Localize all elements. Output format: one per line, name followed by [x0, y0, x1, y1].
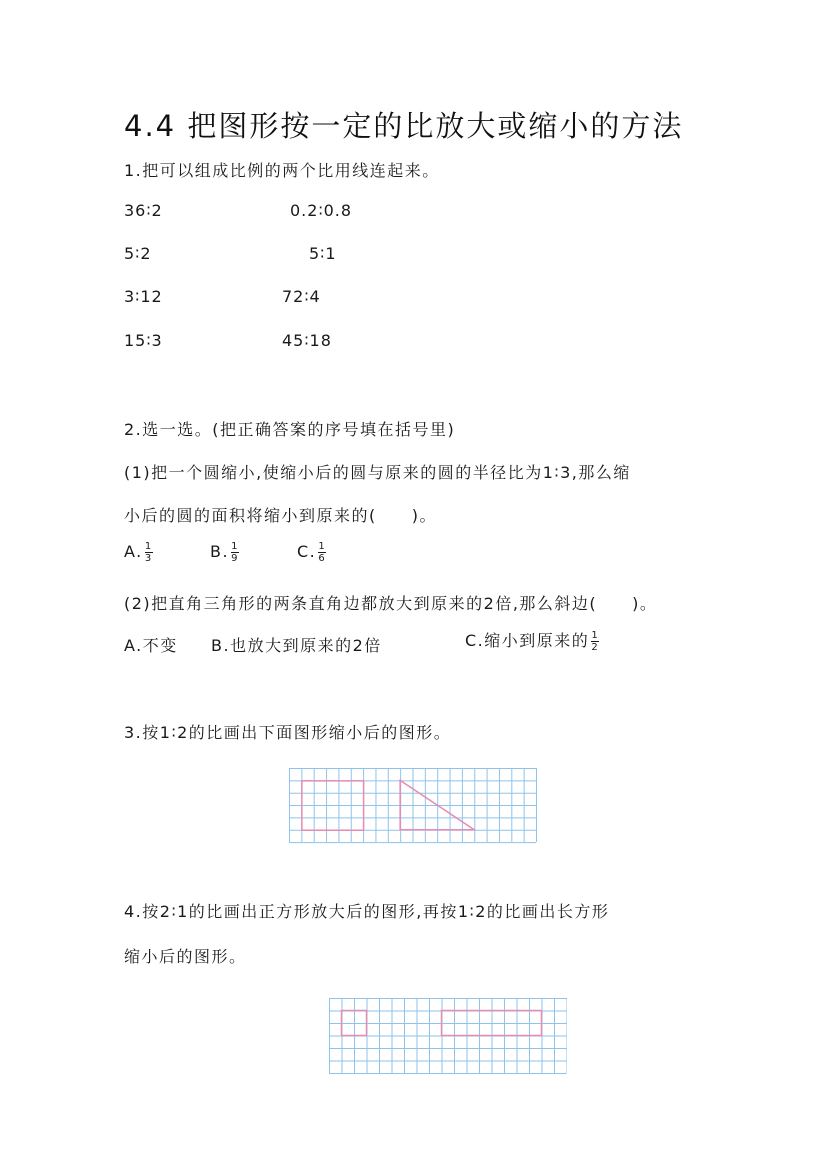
- q1-right-ratio-4[interactable]: 45∶18: [282, 331, 332, 350]
- q1-left-ratio-1[interactable]: 36∶2: [124, 201, 163, 220]
- q1-right-ratio-2[interactable]: 5∶1: [309, 244, 337, 263]
- q2-sub2-line1: (2)把直角三角形的两条直角边都放大到原来的2倍,那么斜边( )。: [124, 594, 658, 613]
- q2-sub2-option-b[interactable]: B.也放大到原来的2倍: [211, 636, 382, 655]
- q2-sub1-line2: 小后的圆的面积将缩小到原来的( )。: [124, 506, 437, 525]
- q1-left-ratio-3[interactable]: 3∶12: [124, 287, 163, 306]
- q3-prompt: 3.按1∶2的比画出下面图形缩小后的图形。: [124, 723, 452, 742]
- q1-right-ratio-1[interactable]: 0.2∶0.8: [290, 201, 353, 220]
- q2-prompt: 2.选一选。(把正确答案的序号填在括号里): [124, 420, 456, 439]
- q1-prompt: 1.把可以组成比例的两个比用线连起来。: [124, 161, 440, 180]
- fraction-1-9: $\frac{1}{9}$: [231, 541, 239, 564]
- q1-left-ratio-2[interactable]: 5∶2: [124, 244, 152, 263]
- q2-sub1-option-b[interactable]: B. $\frac{1}{9}$: [210, 541, 239, 564]
- q4-prompt-line1: 4.按2∶1的比画出正方形放大后的图形,再按1∶2的比画出长方形: [124, 902, 610, 921]
- q4-prompt-line2: 缩小后的图形。: [124, 947, 247, 966]
- page-title: 4.4 把图形按一定的比放大或缩小的方法: [124, 109, 684, 143]
- q2-sub1-option-a[interactable]: A. $\frac{1}{3}$: [124, 541, 153, 564]
- fraction-1-2: $\frac{1}{2}$: [591, 630, 600, 653]
- q2-sub1-line1: (1)把一个圆缩小,使缩小后的圆与原来的圆的半径比为1∶3,那么缩: [124, 463, 631, 482]
- q1-left-ratio-4[interactable]: 15∶3: [124, 331, 163, 350]
- q1-right-ratio-3[interactable]: 72∶4: [282, 287, 321, 306]
- fraction-1-3: $\frac{1}{3}$: [144, 541, 153, 564]
- q4-grid[interactable]: [329, 998, 567, 1074]
- q3-grid[interactable]: [289, 768, 539, 844]
- fraction-1-6: $\frac{1}{6}$: [318, 541, 327, 564]
- q2-sub2-option-a[interactable]: A.不变: [124, 636, 178, 655]
- q2-sub1-option-c[interactable]: C. $\frac{1}{6}$: [297, 541, 327, 564]
- q2-sub2-option-c[interactable]: C.缩小到原来的 $\frac{1}{2}$: [465, 630, 600, 653]
